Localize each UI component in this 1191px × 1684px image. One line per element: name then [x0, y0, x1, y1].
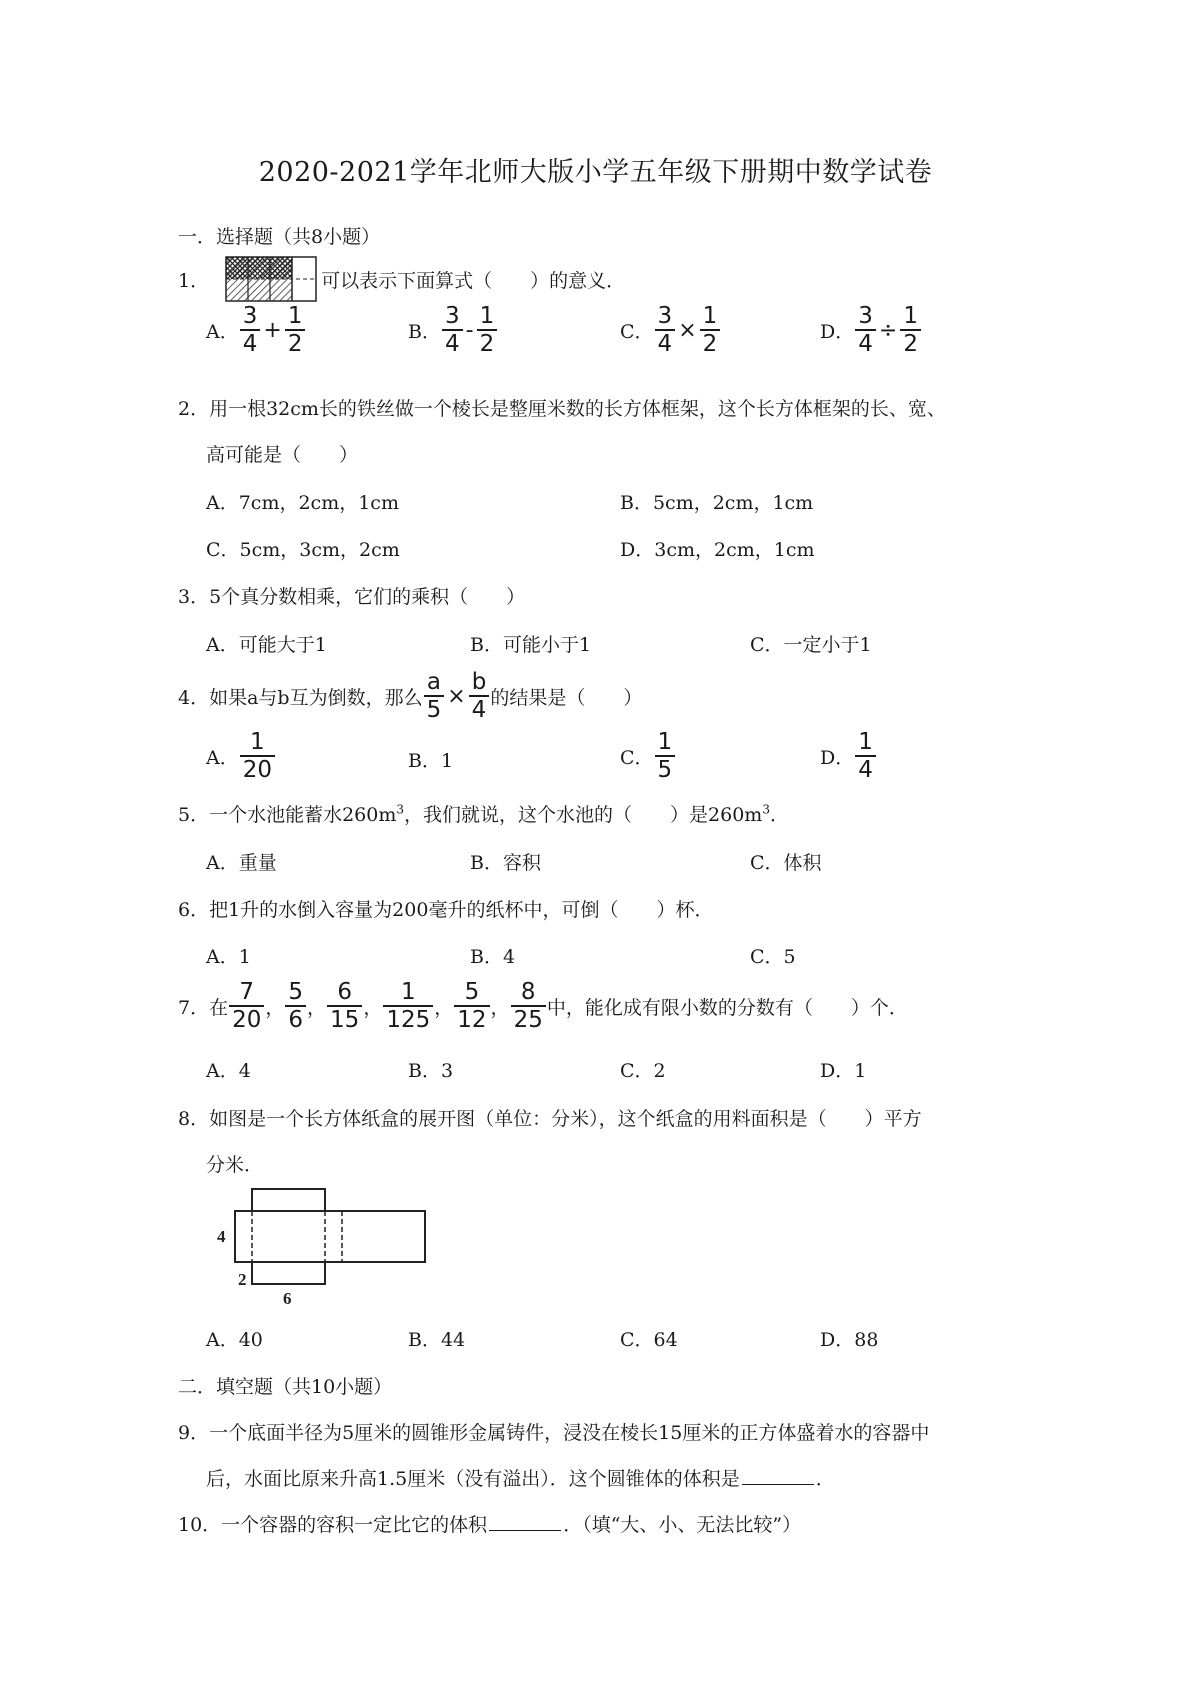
fraction: $\frac{1}{125}$ [383, 980, 433, 1032]
question-10: 10．一个容器的容积一定比它的体积 ．（填“大、小、无法比较”） [178, 1514, 802, 1536]
fraction: $\frac{1}{2}$ [700, 304, 721, 356]
question-number: 1． [178, 269, 210, 292]
option-label: A． [206, 746, 239, 769]
answer-blank[interactable] [742, 1466, 814, 1485]
option-b[interactable]: B．4 [470, 946, 516, 968]
fraction: $\frac{1}{2}$ [900, 304, 921, 356]
option-b[interactable]: B．5cm，2cm，1cm [620, 492, 814, 514]
fraction: $\frac{1}{5}$ [655, 730, 676, 782]
option-c[interactable]: C．2 [620, 1060, 666, 1082]
option-a[interactable]: A．可能大于1 [206, 634, 327, 656]
option-a[interactable]: A．4 [206, 1060, 251, 1082]
fraction: $\frac{3}{4}$ [855, 304, 876, 356]
question-2-continued: 高可能是（ ） [206, 444, 359, 466]
option-c[interactable]: C．一定小于1 [750, 634, 872, 656]
fraction: $\frac{3}{4}$ [655, 304, 676, 356]
question-4 [178, 670, 642, 722]
option-b[interactable] [408, 304, 498, 356]
option-a[interactable]: A．重量 [206, 852, 277, 874]
dimension-label-6: 6 [283, 1289, 292, 1305]
fraction: $\frac{1}{2}$ [477, 304, 498, 356]
fraction: $\frac{5}{12}$ [454, 980, 489, 1032]
option-c[interactable]: C．体积 [750, 852, 822, 874]
fraction: $\frac{b}{4}$ [469, 670, 490, 722]
fraction-grid-figure [225, 256, 317, 302]
dimension-label-2: 2 [238, 1270, 247, 1289]
option-c[interactable] [620, 730, 676, 782]
operator: ÷ [878, 317, 898, 343]
question-8: 8．如图是一个长方体纸盒的展开图（单位：分米），这个纸盒的用料面积是（ ）平方 [178, 1108, 922, 1130]
option-c[interactable]: C．5cm，3cm，2cm [206, 539, 400, 561]
fraction: $\frac{a}{5}$ [424, 670, 445, 722]
option-d[interactable]: D．3cm，2cm，1cm [620, 539, 815, 561]
question-3: 3．5个真分数相乘，它们的乘积（ ） [178, 586, 526, 608]
option-label: B． [408, 320, 441, 343]
option-c[interactable]: C．5 [750, 946, 796, 968]
section-heading-fill: 二．填空题（共10小题） [178, 1376, 393, 1398]
fraction: $\frac{6}{15}$ [327, 980, 362, 1032]
option-d[interactable] [820, 730, 877, 782]
operator: + [263, 317, 282, 343]
option-label: C． [620, 320, 654, 343]
option-b[interactable]: B．可能小于1 [470, 634, 592, 656]
question-text: 中，能化成有限小数的分数有（ ）个． [546, 996, 908, 1019]
option-d[interactable]: D．88 [820, 1329, 879, 1351]
answer-blank[interactable] [489, 1512, 561, 1531]
fraction: $\frac{3}{4}$ [442, 304, 463, 356]
operator: × [678, 317, 697, 343]
question-7: 7．在 $\frac{7}{20}$ ， $\frac{5}{6}$ ， $\frac{6}{15}$ ， $\frac{1}{125}$ ， $\frac{5}{12}$ ， $\frac{8}{25}$ 中，能化成有限小数的分数有（ ）个． [178, 979, 908, 1034]
option-a[interactable] [206, 730, 276, 782]
section-heading-choice: 一．选择题（共8小题） [178, 226, 381, 248]
option-b[interactable]: B．44 [408, 1329, 466, 1351]
option-label: D． [820, 746, 855, 769]
operator: × [447, 683, 466, 709]
option-a[interactable]: A．1 [206, 946, 251, 968]
question-9: 9．一个底面半径为5厘米的圆锥形金属铸件，浸没在棱长15厘米的正方体盛着水的容器中 [178, 1422, 930, 1444]
question-6: 6．把1升的水倒入容量为200毫升的纸杯中，可倒（ ）杯． [178, 899, 714, 921]
question-1 [178, 256, 625, 302]
fraction: $\frac{5}{6}$ [285, 980, 306, 1032]
option-d[interactable]: D．1 [820, 1060, 867, 1082]
option-b[interactable]: B．容积 [470, 852, 541, 874]
option-c[interactable]: C．64 [620, 1329, 678, 1351]
option-a[interactable]: A．40 [206, 1329, 263, 1351]
fraction: $\frac{3}{4}$ [240, 304, 261, 356]
fraction: $\frac{1}{20}$ [240, 730, 275, 782]
question-text: 4．如果a与b互为倒数，那么 [178, 686, 423, 709]
option-c[interactable] [620, 304, 721, 356]
question-text: 7．在 [178, 996, 229, 1019]
fraction: $\frac{1}{2}$ [285, 304, 306, 356]
fraction: $\frac{7}{20}$ [229, 980, 264, 1032]
option-label: C． [620, 746, 654, 769]
operator: - [465, 317, 474, 343]
question-8-continued: 分米． [206, 1154, 264, 1176]
question-text: 的结果是（ ） [490, 686, 643, 709]
option-b[interactable]: B．3 [408, 1060, 454, 1082]
fraction: $\frac{1}{4}$ [855, 730, 876, 782]
question-text: 可以表示下面算式（ ）的意义． [321, 269, 626, 292]
option-label: D． [820, 320, 855, 343]
option-label: A． [206, 320, 239, 343]
option-a[interactable] [206, 304, 306, 356]
option-b[interactable]: B．1 [408, 750, 454, 772]
option-d[interactable] [820, 304, 922, 356]
question-5: 5．一个水池能蓄水$260m^3$，我们就说，这个水池的（ ）是$260m^3$． [178, 802, 789, 826]
dimension-label-4: 4 [217, 1227, 226, 1246]
box-net-figure [205, 1185, 430, 1305]
question-2: 2．用一根32cm长的铁丝做一个棱长是整厘米数的长方体框架，这个长方体框架的长、宽、 [178, 398, 946, 420]
page-title: 2020-2021学年北师大版小学五年级下册期中数学试卷 [258, 157, 933, 188]
fraction: $\frac{8}{25}$ [511, 980, 546, 1032]
option-a[interactable]: A．7cm，2cm，1cm [206, 492, 399, 514]
question-9-continued: 后，水面比原来升高1.5厘米（没有溢出）．这个圆锥体的体积是 ． [206, 1468, 835, 1490]
